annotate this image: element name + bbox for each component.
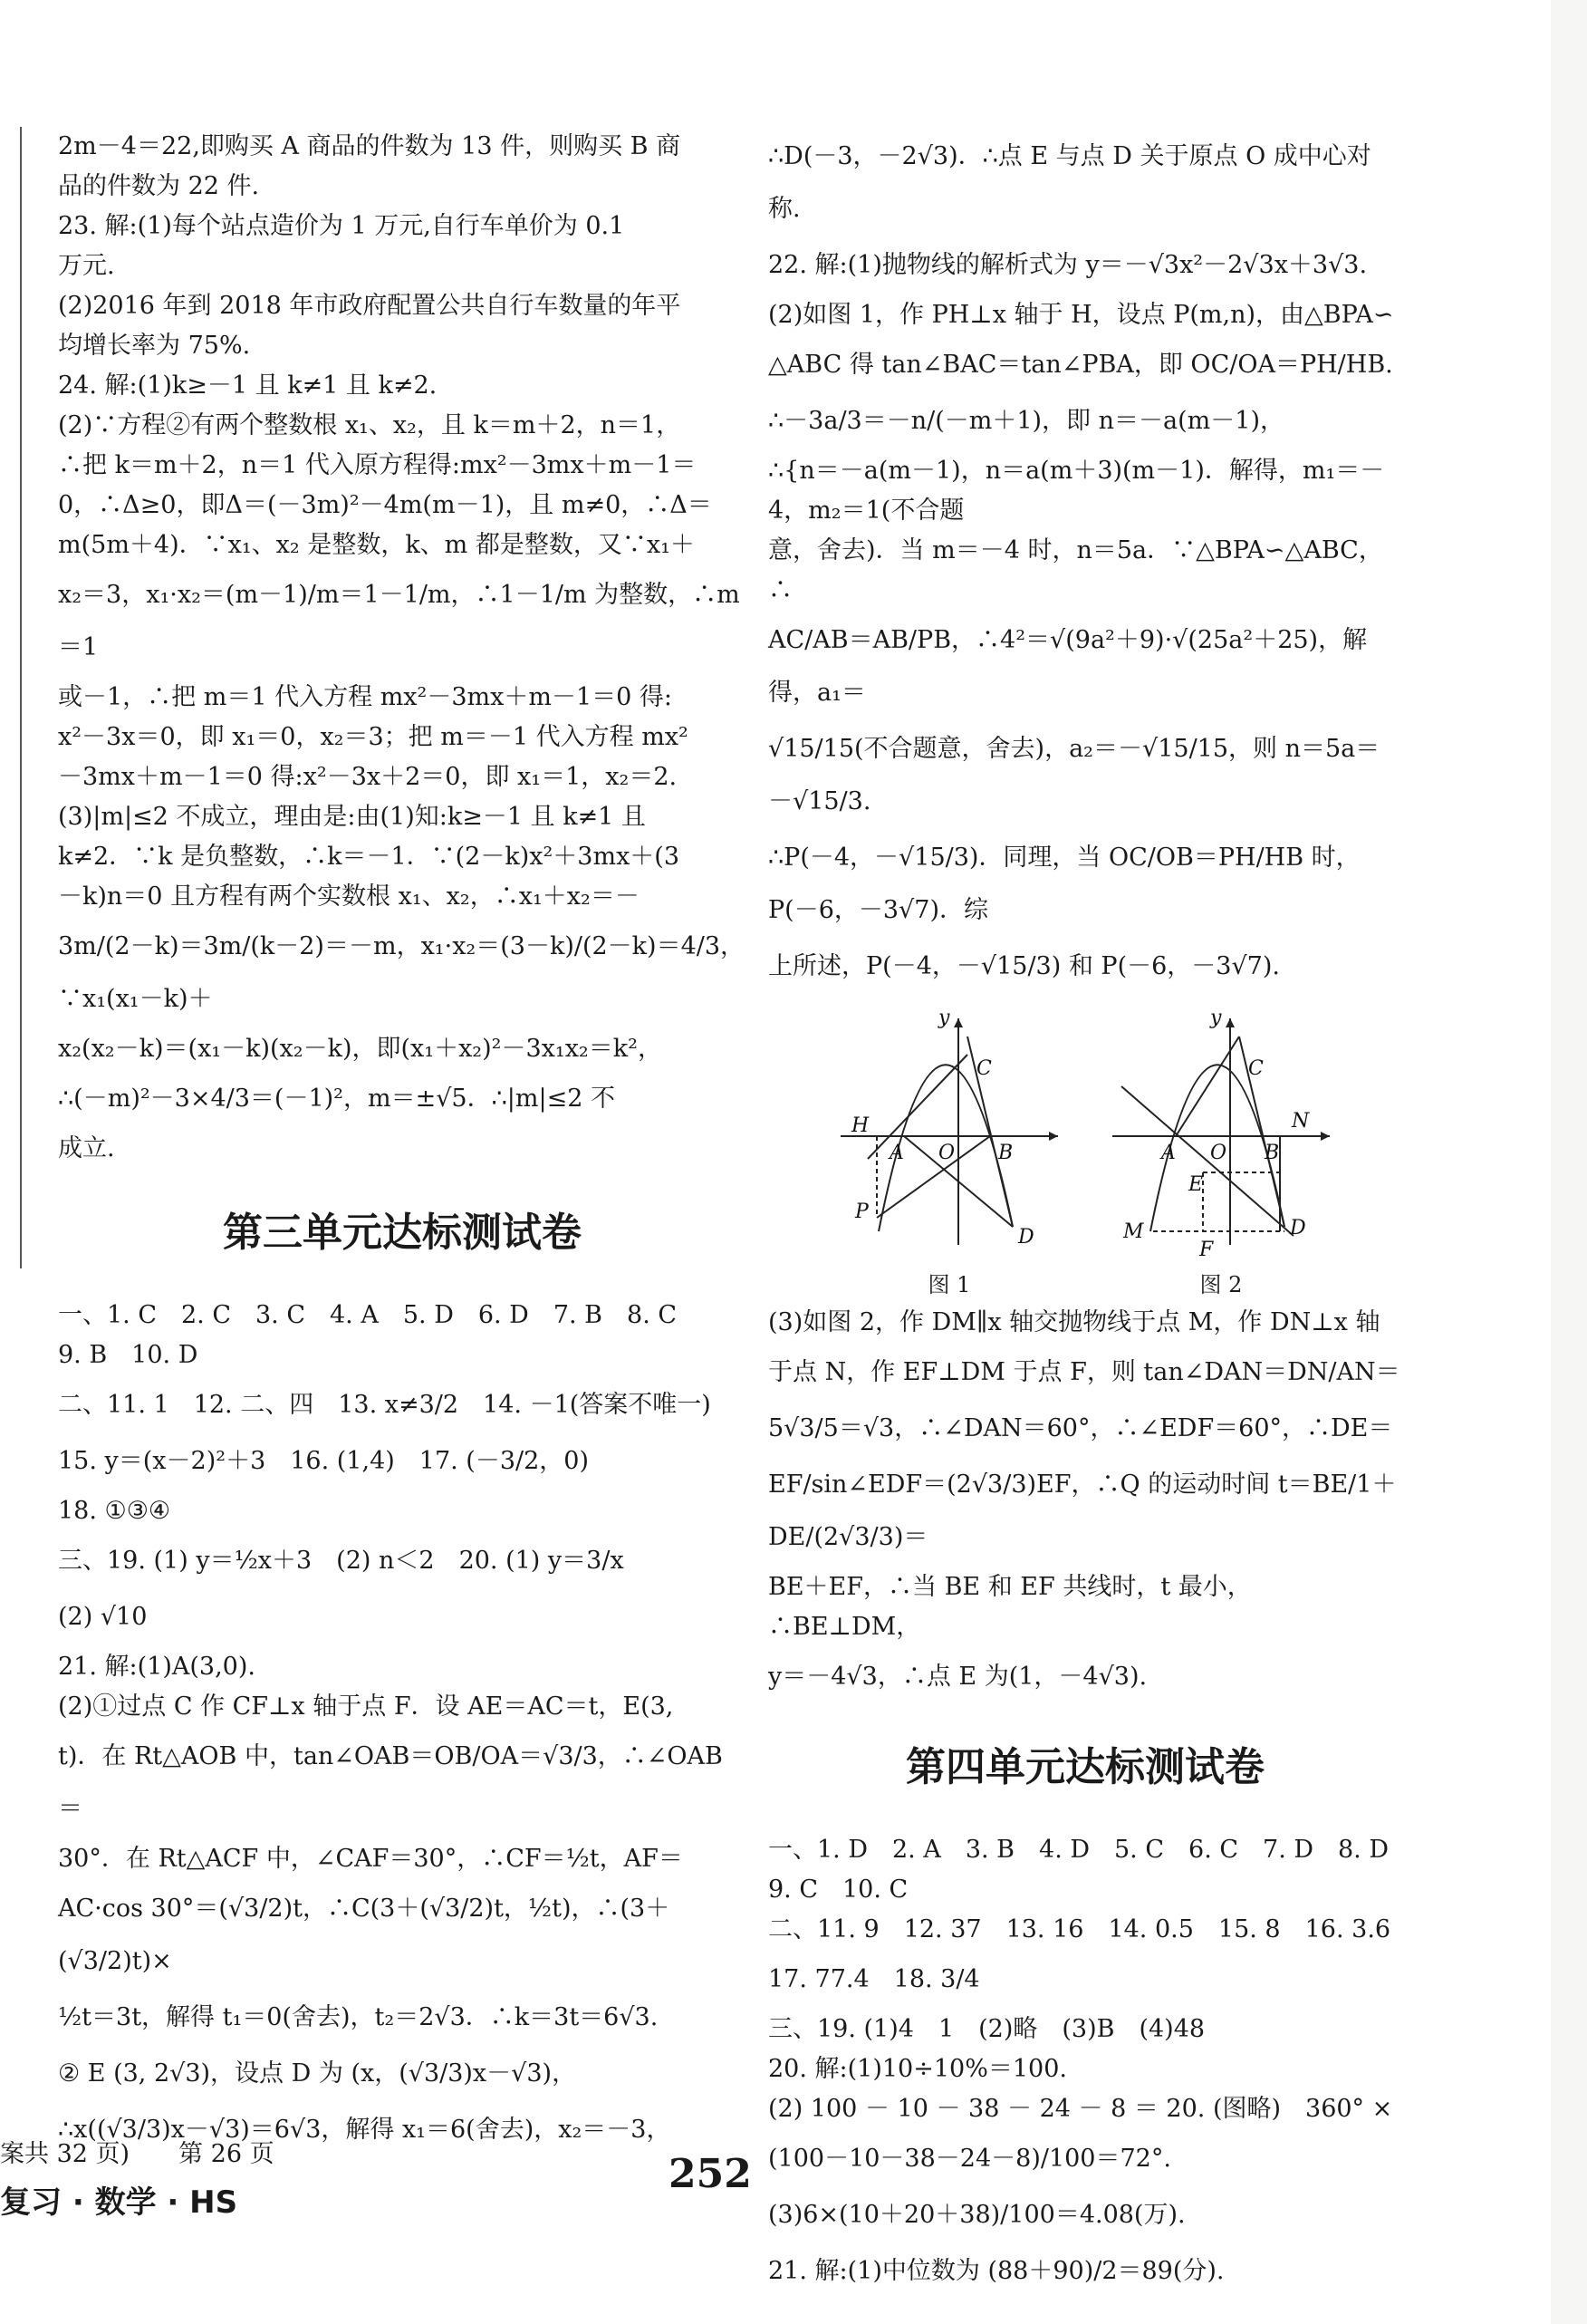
- answer-line: y＝－4√3，∴点 E 为(1，－4√3).: [768, 1663, 1148, 1691]
- answer-line: (2)2016 年到 2018 年市政府配置公共自行车数量的年平: [58, 292, 681, 320]
- answer-line: 一、1. D 2. A 3. B 4. D 5. C 6. C 7. D 8. D: [768, 1836, 1389, 1864]
- footer-subject: 复习 · 数学 · HS: [0, 2184, 238, 2221]
- answer-line: ∴D(－3，－2√3)．∴点 E 与点 D 关于原点 O 成中心对称.: [768, 142, 1371, 223]
- answer-line: 2m－4＝22,即购买 A 商品的件数为 13 件，则购买 B 商: [58, 132, 681, 160]
- answer-line: 9. B 10. D: [58, 1341, 198, 1369]
- fig2-label-c: C: [1248, 1057, 1264, 1080]
- answer-line: ∴x((√3/3)x－√3)＝6√3，解得 x₁＝6(舍去)，x₂＝－3，: [58, 2116, 671, 2144]
- page-number: 252: [668, 2151, 752, 2197]
- answer-line: －k)n＝0 且方程有两个实数根 x₁、x₂，∴x₁＋x₂＝－: [58, 882, 640, 911]
- answer-line: －3mx＋m－1＝0 得:x²－3x＋2＝0，即 x₁＝1，x₂＝2.: [58, 763, 678, 791]
- answer-line: 一、1. C 2. C 3. C 4. A 5. D 6. D 7. B 8. C: [58, 1301, 678, 1329]
- figure-row: [832, 1000, 1402, 1303]
- answer-line: (2) 100 － 10 － 38 － 24 － 8 ＝ 20. (图略) 360° ×: [768, 2095, 1393, 2123]
- answer-line: 0，∴Δ≥0，即Δ＝(－3m)²－4m(m－1)，且 m≠0，∴Δ＝: [58, 491, 712, 519]
- answer-line: k≠2．∵k 是负整数，∴k＝－1．∵(2－k)x²＋3mx＋(3: [58, 843, 680, 871]
- fig2-label-b: B: [1265, 1142, 1280, 1164]
- answer-line: 9. C 10. C: [768, 1876, 909, 1904]
- right-answers-middle: [768, 1303, 1402, 1703]
- answer-line: 15. y＝(x－2)²＋3 16. (1,4) 17. (－3/2，0): [58, 1447, 589, 1475]
- answer-line: ∴(－m)²－3×4/3＝(－1)²，m＝±√5．∴|m|≤2 不: [58, 1085, 615, 1113]
- answer-line: ② E (3, 2√3)，设点 D 为 (x，(√3/3)x－√3)，: [58, 2059, 577, 2088]
- answer-line: 或－1，∴把 m＝1 代入方程 mx²－3mx＋m－1＝0 得:: [58, 683, 673, 711]
- answer-line: 30°．在 Rt△ACF 中，∠CAF＝30°，∴CF＝½t，AF＝: [58, 1845, 683, 1873]
- answer-line: 三、19. (1) y＝½x＋3 (2) n＜2 20. (1) y＝3/x: [58, 1547, 624, 1575]
- answer-line: 均增长率为 75%.: [58, 332, 251, 360]
- figure-1-graph: [832, 1000, 1067, 1263]
- figure-1: [832, 1000, 1067, 1303]
- fig2-label-f: F: [1199, 1239, 1214, 1261]
- answer-line: 二、11. 9 12. 37 13. 16 14. 0.5 15. 8 16. 3.6: [768, 1915, 1391, 1943]
- answer-line: 品的件数为 22 件.: [58, 172, 260, 200]
- answer-line: 上所述，P(－4，－√15/3) 和 P(－6，－3√7).: [768, 952, 1280, 980]
- fig2-label-e: E: [1188, 1173, 1204, 1196]
- answer-line: 于点 N，作 EF⊥DM 于点 F，则 tan∠DAN＝DN/AN＝: [768, 1358, 1400, 1386]
- fig2-label-y: y: [1210, 1007, 1222, 1029]
- right-answers-top: [768, 130, 1402, 993]
- answer-line: (2)∵方程②有两个整数根 x₁、x₂，且 k＝m＋2，n＝1，: [58, 411, 681, 439]
- left-answers-bottom: [58, 1296, 746, 2156]
- section-title-unit3: 第三单元达标测试卷: [223, 1210, 582, 1256]
- answer-line: 三、19. (1)4 1 (2)略 (3)B (4)48: [768, 2015, 1206, 2043]
- answer-line: m(5m＋4)．∵x₁、x₂ 是整数，k、m 都是整数，又∵x₁＋: [58, 531, 695, 559]
- figure-1-caption: 图 1: [928, 1272, 971, 1297]
- page-edge: [1551, 0, 1587, 2324]
- answer-line: 23. 解:(1)每个站点造价为 1 万元,自行车单价为 0.1: [58, 212, 625, 240]
- fig1-label-y: y: [938, 1007, 950, 1029]
- answer-line: (3)6×(10＋20＋38)/100＝4.08(万).: [768, 2201, 1186, 2229]
- fig2-label-a: A: [1161, 1142, 1176, 1164]
- left-column: [58, 127, 746, 2160]
- figure-2: [1103, 1000, 1339, 1303]
- answer-line: 21. 解:(1)中位数为 (88＋90)/2＝89(分).: [768, 2257, 1225, 2285]
- figure-2-caption: 图 2: [1199, 1272, 1243, 1297]
- answer-line: 17. 77.4 18. 3/4: [768, 1965, 980, 1993]
- answer-line: ∴{n＝－a(m－1)，n＝a(m＋3)(m－1)．解得，m₁＝－4，m₂＝1(不合题: [768, 457, 1385, 525]
- section-title-unit4: 第四单元达标测试卷: [906, 1744, 1265, 1790]
- answer-line: 21. 解:(1)A(3,0).: [58, 1653, 255, 1681]
- answer-line: x₂(x₂－k)＝(x₁－k)(x₂－k)，即(x₁＋x₂)²－3x₁x₂＝k²，: [58, 1035, 662, 1063]
- answer-line: AC·cos 30°＝(√3/2)t，∴C(3＋(√3/2)t，½t)，∴(3＋(√3/2)t)×: [58, 1895, 670, 1975]
- answer-line: (2)①过点 C 作 CF⊥x 轴于点 F．设 AE＝AC＝t，E(3,: [58, 1692, 674, 1721]
- fig1-label-c: C: [976, 1057, 992, 1080]
- answer-line: x₂＝3，x₁·x₂＝(m－1)/m＝1－1/m，∴1－1/m 为整数，∴m＝1: [58, 581, 740, 661]
- fig1-label-d: D: [1018, 1226, 1034, 1249]
- answer-line: ½t＝3t，解得 t₁＝0(舍去)，t₂＝2√3．∴k＝3t＝6√3.: [58, 2003, 659, 2031]
- answer-line: ∴－3a/3＝－n/(－m＋1)，即 n＝－a(m－1)，: [768, 407, 1284, 435]
- fig2-label-n: N: [1292, 1110, 1310, 1133]
- answer-line: 20. 解:(1)10÷10%＝100.: [768, 2055, 1067, 2083]
- answer-line: (2)如图 1，作 PH⊥x 轴于 H，设点 P(m,n)，由△BPA∽: [768, 301, 1394, 329]
- fig1-label-h: H: [851, 1114, 870, 1137]
- answer-line: 24. 解:(1)k≥－1 且 k≠1 且 k≠2.: [58, 371, 438, 400]
- answer-line: 5√3/5＝√3，∴∠DAN＝60°，∴∠EDF＝60°，∴DE＝: [768, 1414, 1393, 1442]
- fig1-label-a: A: [890, 1142, 904, 1164]
- fig1-label-p: P: [855, 1201, 869, 1223]
- right-column: [768, 127, 1402, 2301]
- answer-line: △ABC 得 tan∠BAC＝tan∠PBA，即 OC/OA＝PH/HB.: [768, 351, 1393, 379]
- answer-line: 22. 解:(1)抛物线的解析式为 y＝－√3x²－2√3x＋3√3.: [768, 251, 1368, 279]
- answer-line: BE＋EF，∴当 BE 和 EF 共线时，t 最小，∴BE⊥DM，: [768, 1573, 1252, 1641]
- answer-line: AC/AB＝AB/PB，∴4²＝√(9a²＋9)·√(25a²＋25)，解得，a₁＝: [768, 626, 1368, 707]
- fig2-label-m: M: [1123, 1220, 1144, 1243]
- answer-line: ∴P(－4，－√15/3)．同理，当 OC/OB＝PH/HB 时，P(－6，－3√7)．综: [768, 844, 1361, 924]
- fig2-label-o: O: [1210, 1142, 1227, 1164]
- answer-line: x²－3x＝0，即 x₁＝0，x₂＝3；把 m＝－1 代入方程 mx²: [58, 723, 688, 751]
- answer-line: 3m/(2－k)＝3m/(k－2)＝－m，x₁·x₂＝(3－k)/(2－k)＝4/3，∵x₁(x₁－k)＋: [58, 932, 745, 1013]
- answer-line: 万元.: [58, 252, 115, 280]
- answer-line: 意，舍去)．当 m＝－4 时，n＝5a．∵△BPA∽△ABC，∴: [768, 536, 1383, 604]
- answer-line: EF/sin∠EDF＝(2√3/3)EF，∴Q 的运动时间 t＝BE/1＋DE/(2√3/3)＝: [768, 1471, 1397, 1551]
- figure-2-graph: [1103, 1000, 1339, 1263]
- binding-line: [20, 127, 22, 1268]
- fig2-label-d: D: [1290, 1217, 1306, 1239]
- answer-line: (2) √10: [58, 1603, 148, 1631]
- answer-line: t)．在 Rt△AOB 中，tan∠OAB＝OB/OA＝√3/3，∴∠OAB＝: [58, 1742, 723, 1823]
- answer-line: (100－10－38－24－8)/100＝72°.: [768, 2145, 1171, 2173]
- footer-page-info: 案共 32 页) 第 26 页: [0, 2140, 274, 2168]
- fig1-label-o: O: [938, 1142, 956, 1164]
- answer-line: √15/15(不合题意，舍去)，a₂＝－√15/15，则 n＝5a＝－√15/3.: [768, 735, 1380, 815]
- right-answers-bottom: [768, 1830, 1402, 2298]
- answer-line: (3)|m|≤2 不成立，理由是:由(1)知:k≥－1 且 k≠1 且: [58, 803, 646, 831]
- left-answers-top: [58, 127, 746, 1169]
- answer-line: (3)如图 2，作 DM∥x 轴交抛物线于点 M，作 DN⊥x 轴: [768, 1308, 1380, 1336]
- answer-line: 二、11. 1 12. 二、四 13. x≠3/2 14. －1(答案不唯一): [58, 1391, 711, 1419]
- fig1-label-b: B: [998, 1142, 1014, 1164]
- answer-line: 成立.: [58, 1134, 115, 1162]
- answer-line: 18. ①③④: [58, 1497, 171, 1525]
- answer-line: ∴把 k＝m＋2，n＝1 代入原方程得:mx²－3mx＋m－1＝: [58, 451, 697, 479]
